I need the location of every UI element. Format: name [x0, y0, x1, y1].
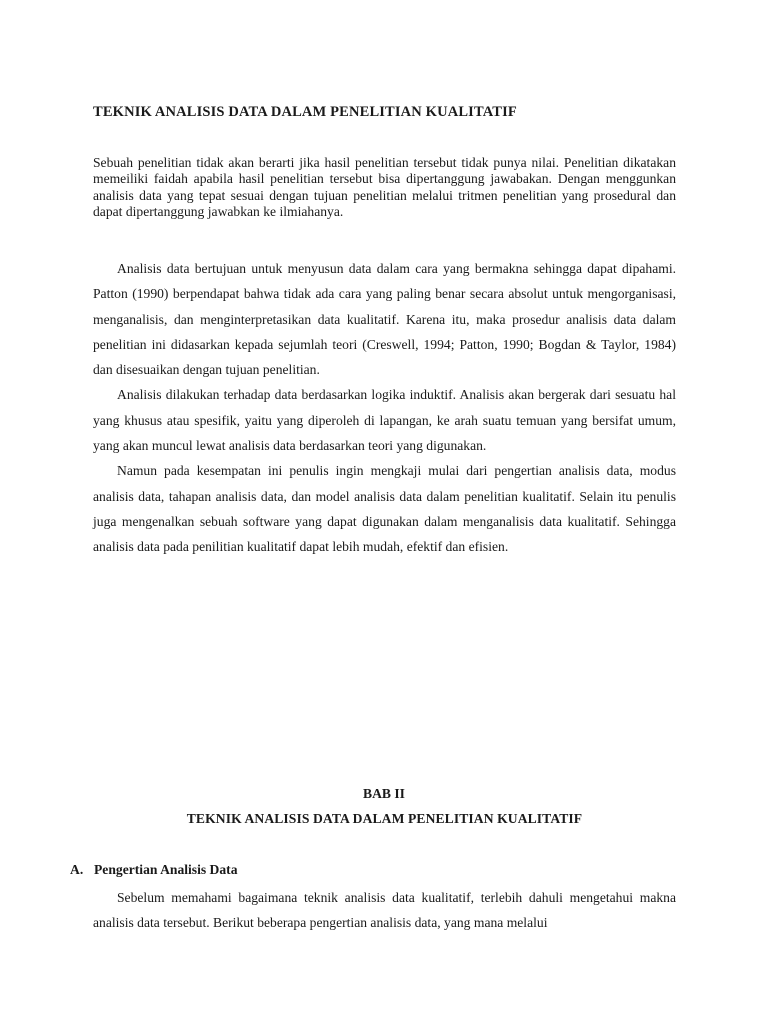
section-heading-text: Pengertian Analisis Data — [94, 862, 238, 877]
chapter-title: TEKNIK ANALISIS DATA DALAM PENELITIAN KUALITATIF — [186, 811, 583, 826]
body-paragraph-2: Analisis dilakukan terhadap data berdasarkan logika induktif. Analisis akan bergerak dari sesuatu hal yang khusus atau spesifik, yaitu yang diperoleh di lapangan, ke arah suatu temuan yang bersifat umum, yang akan muncul lewat analisis data berdasarkan teori yang digunakan. — [93, 387, 676, 454]
section-heading — [70, 862, 238, 878]
section-letter: A. — [70, 862, 84, 877]
chapter-label: BAB II — [363, 786, 405, 801]
body-text — [93, 256, 676, 560]
section-body — [93, 885, 676, 936]
body-paragraph-1: Analisis data bertujuan untuk menyusun data dalam cara yang bermakna sehingga dapat dipahami. Patton (1990) berpendapat bahwa tidak ada cara yang paling benar secara absolut untuk mengorganisasi, menganalisis, dan menginterpretasikan data kualitatif. Karena itu, maka prosedur analisis data dalam penelitian ini didasarkan kepada sejumlah teori (Creswell, 1994; Patton, 1990; Bogdan & Taylor, 1984) dan disesuaikan dengan tujuan penelitian. — [93, 261, 676, 378]
intro-paragraph: Sebuah penelitian tidak akan berarti jika hasil penelitian tersebut tidak punya nilai. Penelitian dikatakan memeiliki faidah apabila hasil penelitian tersebut bisa dipertanggung jawabakan. Dengan menggunkan analisis data yang tepat sesuai dengan tujuan penelitian melalui tritmen penelitian yang prosedural dan dapat dipertanggung jawabkan ke ilmiahanya. — [93, 155, 676, 219]
body-paragraph-3: Namun pada kesempatan ini penulis ingin mengkaji mulai dari pengertian analisis data, modus analisis data, tahapan analisis data, dan model analisis data dalam penelitian kualitatif. Selain itu penulis juga mengenalkan sebuah software yang dapat digunakan dalam menganalisis data kualitatif. Sehingga analisis data pada penilitian kualitatif dapat lebih mudah, efektif dan efisien. — [93, 463, 676, 555]
document-title: TEKNIK ANALISIS DATA DALAM PENELITIAN KUALITATIF — [93, 104, 517, 120]
section-paragraph: Sebelum memahami bagaimana teknik analisis data kualitatif, terlebih dahuli mengetahui makna analisis data tersebut. Berikut beberapa pengertian analisis data, yang mana melalui — [93, 890, 676, 931]
